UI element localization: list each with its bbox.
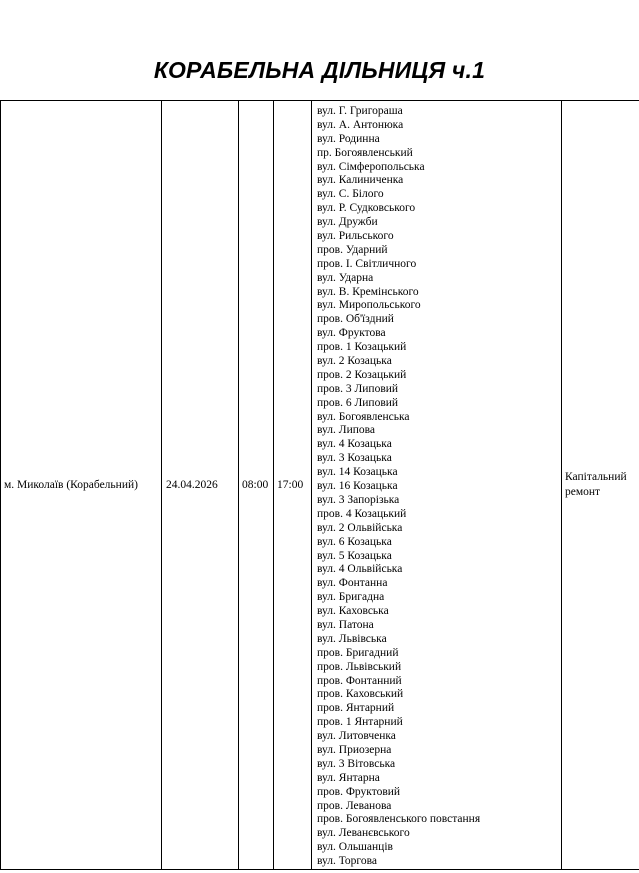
street-list-item: вул. 3 Козацька	[317, 452, 392, 465]
street-list-item: пров. Об'їздний	[317, 313, 394, 326]
street-list-item: пров. 4 Козацький	[317, 507, 407, 520]
street-list-item: пров. Фонтанний	[317, 674, 402, 687]
street-list-item: пров. Бригадний	[317, 646, 399, 659]
street-list-item: вул. Патона	[317, 618, 374, 631]
street-list-item: пров. 1 Янтарний	[317, 716, 403, 729]
street-list-item: пров. 3 Липовий	[317, 382, 399, 395]
work-type-label: Капітальний ремонт	[565, 470, 627, 498]
street-list-item: вул. Львівська	[317, 632, 387, 645]
street-list-item: вул. Дружби	[317, 216, 378, 229]
street-list-item: вул. Сімферопольська	[317, 160, 425, 173]
street-list-item: вул. Каховська	[317, 605, 389, 618]
street-list-item: вул. В. Кремінського	[317, 285, 419, 298]
street-list-item: пров. 1 Козацький	[317, 341, 407, 354]
street-list-item: вул. 16 Козацька	[317, 480, 398, 493]
table-row	[1, 101, 639, 870]
street-list-item: вул. Торгова	[317, 855, 377, 868]
street-list-item: вул. Р. Судковського	[317, 202, 416, 215]
street-list-item: вул. 5 Козацька	[317, 549, 392, 562]
street-list-item: вул. Леванєвського	[317, 827, 410, 840]
end-time-cell: 17:00	[274, 101, 312, 870]
street-list-item: пров. Ударний	[317, 243, 388, 256]
street-list-item: вул. 3 Запорізька	[317, 493, 400, 506]
street-list-item: пров. І. Світличного	[317, 257, 417, 270]
streets-cell	[312, 101, 562, 870]
street-list-item: вул. Родинна	[317, 132, 380, 145]
street-list-item: вул. С. Білого	[317, 188, 384, 201]
street-list-item: пров. Леванова	[317, 799, 392, 812]
street-list-item: вул. А. Антонюка	[317, 118, 404, 131]
street-list-item: вул. Фонтанна	[317, 577, 388, 590]
street-list-item: вул. 4 Ольвійська	[317, 563, 403, 576]
street-list-item: вул. Рильського	[317, 230, 394, 243]
street-list-item: пров. 6 Липовий	[317, 396, 399, 409]
street-list-item: вул. Ударна	[317, 271, 374, 284]
location-cell: м. Миколаїв (Корабельний)	[1, 101, 162, 870]
street-list-item: вул. 14 Козацька	[317, 466, 398, 479]
street-list-item: вул. Янтарна	[317, 771, 380, 784]
street-list-item: пров. Фруктовий	[317, 785, 401, 798]
street-list-item: вул. Липова	[317, 424, 376, 437]
street-list-item: вул. Фруктова	[317, 327, 386, 340]
street-list-item: вул. 2 Козацька	[317, 355, 392, 368]
street-list-item: вул. Миропольського	[317, 299, 421, 312]
start-time-cell: 08:00	[239, 101, 274, 870]
work-type-cell	[562, 101, 639, 870]
street-list-item: пров. Львівський	[317, 660, 402, 673]
street-list-item: пров. Каховський	[317, 688, 404, 701]
street-list-item: вул. 6 Козацька	[317, 535, 392, 548]
page-title: КОРАБЕЛЬНА ДІЛЬНИЦЯ ч.1	[153, 57, 486, 83]
outage-schedule-table	[0, 100, 639, 870]
street-list-item: вул. Г. Григораша	[317, 105, 403, 117]
date-cell: 24.04.2026	[162, 101, 239, 870]
street-list-item: вул. 2 Ольвійська	[317, 521, 403, 534]
street-list-item: пр. Богоявленський	[317, 146, 413, 159]
street-list-item: вул. Бригадна	[317, 591, 385, 604]
street-list-item: пров. 2 Козацький	[317, 368, 407, 381]
streets-list	[317, 105, 561, 869]
street-list-item: вул. 4 Козацька	[317, 438, 392, 451]
street-list-item: пров. Янтарний	[317, 702, 395, 715]
street-list-item: вул. 3 Вітовська	[317, 757, 396, 770]
street-list-item: вул. Приозерна	[317, 743, 392, 756]
street-list-item: вул. Калиниченка	[317, 174, 404, 187]
street-list-item: вул. Литовченка	[317, 730, 396, 743]
street-list-item: вул. Богоявленська	[317, 410, 410, 423]
street-list-item: пров. Богоявленського повстання	[317, 813, 481, 826]
street-list-item: вул. Ольшанців	[317, 841, 393, 854]
